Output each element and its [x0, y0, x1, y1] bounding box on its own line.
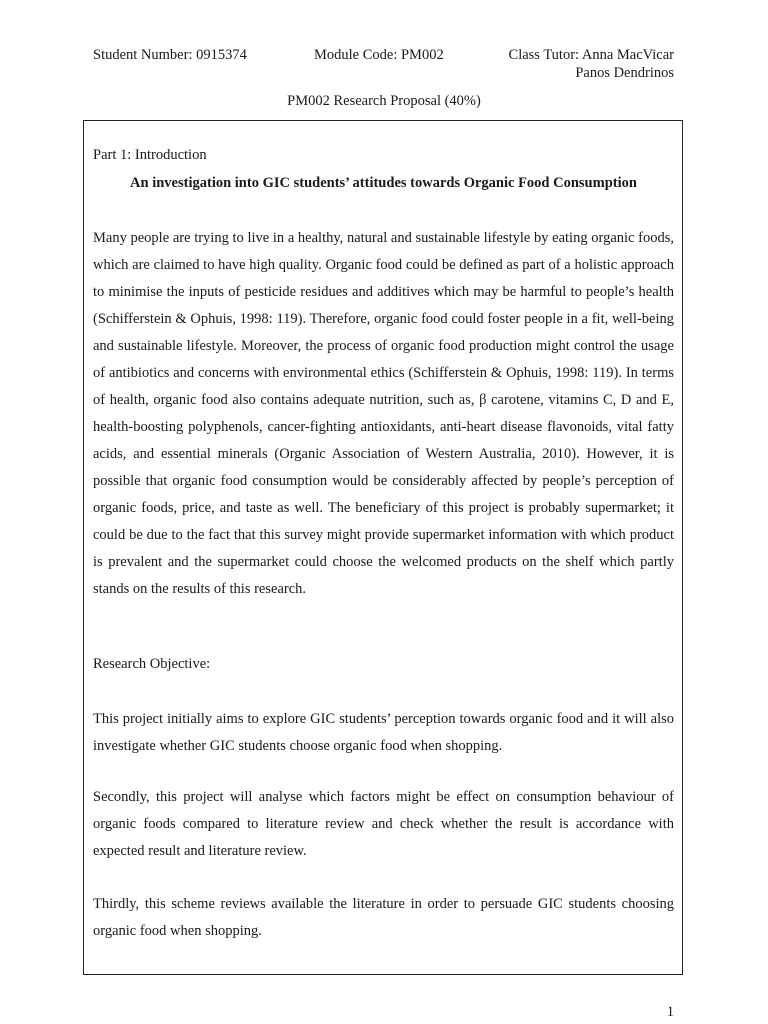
- objective-heading: Research Objective:: [93, 656, 211, 672]
- student-number: Student Number: 0915374: [93, 47, 247, 63]
- section-title: An investigation into GIC students’ attitudes towards Organic Food Consumption: [130, 175, 637, 191]
- class-tutor-second: Panos Dendrinos: [575, 65, 674, 81]
- objective-paragraph-3: Thirdly, this scheme reviews available the literature in order to persuade GIC students choosing organic food when shopping.: [93, 896, 674, 939]
- intro-paragraph: Many people are trying to live in a healthy, natural and sustainable lifestyle by eating organic foods, which are claimed to have high quality. Organic food could be defined as part of a holistic approach to minimise the inputs of pesticide residues and additives which may be harmful to people’s health (Schifferstein & Ophuis, 1998: 119). Therefore, organic food could foster people in a fit, well-being and sustainable lifestyle. Moreover, the process of organic food production might control the usage of antibiotics and concerns with environmental ethics (Schifferstein & Ophuis, 1998: 119). In terms of health, organic food also contains adequate nutrition, such as, β carotene, vitamins C, D and E, health-boosting polyphenols, cancer-fighting antioxidants, anti-heart disease flavonoids, vital fatty acids, and essential minerals (Organic Association of Western Australia, 2010). However, it is possible that organic food consumption would be considerably affected by people’s perception of organic foods, price, and taste as well. The beneficiary of this project is probably supermarket; it could be due to the fact that this survey might provide supermarket information with which product is prevalent and the supermarket could choose the welcomed products on the shelf which partly stands on the results of this research.: [93, 230, 674, 597]
- objective-paragraph-1: This project initially aims to explore GIC students’ perception towards organic food and it will also investigate whether GIC students choose organic food when shopping.: [93, 711, 674, 754]
- document-title: PM002 Research Proposal (40%): [287, 93, 481, 109]
- module-code: Module Code: PM002: [314, 47, 444, 63]
- class-tutor: Class Tutor: Anna MacVicar: [508, 47, 674, 63]
- page-number: 1: [666, 1004, 674, 1020]
- part-heading: Part 1: Introduction: [93, 147, 207, 163]
- objective-paragraph-2: Secondly, this project will analyse which factors might be effect on consumption behaviour of organic foods compared to literature review and check whether the result is accordance with expected result and literature review.: [93, 789, 674, 859]
